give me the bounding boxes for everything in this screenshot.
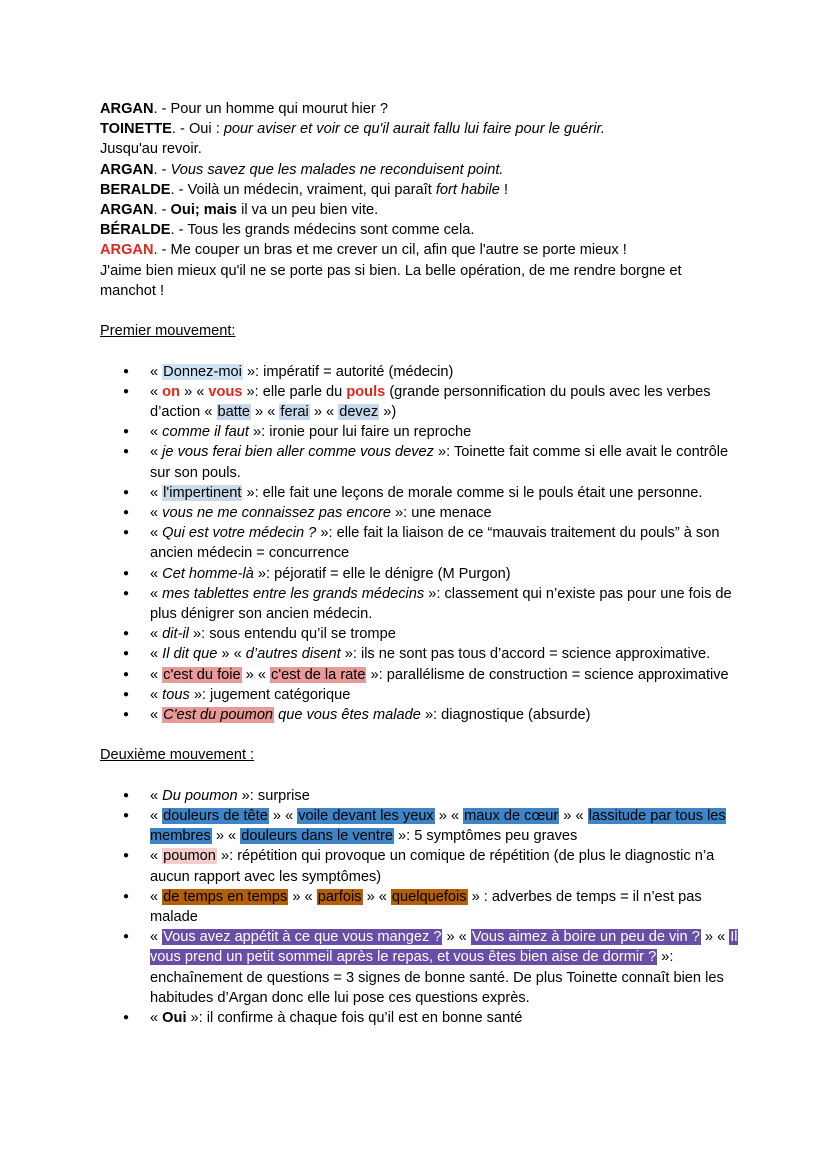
dialogue-line: ARGAN. - Vous savez que les malades ne reconduisent point. <box>100 161 504 178</box>
highlight: de temps en temps <box>163 888 288 905</box>
dialogue-line: BÉRALDE. - Tous les grands médecins sont comme cela. <box>100 222 475 239</box>
speaker-name: ARGAN <box>100 202 154 219</box>
highlight: douleurs dans le ventre <box>241 828 393 845</box>
list-item: ● « Qui est votre médecin ? »: elle fait la liaison de ce “mauvais traitement du pouls” à son ancien médecin = concurrence <box>100 523 740 563</box>
highlight: poumon <box>163 848 216 865</box>
speaker-name: TOINETTE <box>100 121 172 138</box>
dialogue-line: TOINETTE. - Oui : pour aviser et voir ce qu'il aurait fallu lui faire pour le guérir. <box>100 121 605 138</box>
highlight: devez <box>339 404 379 421</box>
spacer <box>100 301 740 321</box>
speaker-name: BERALDE <box>100 181 171 198</box>
highlight: douleurs de tête <box>163 808 268 825</box>
list-item: ● « on » « vous »: elle parle du pouls (grande personnification du pouls avec les verbes d’action « batte » « ferai » « devez ») <box>100 382 740 422</box>
spacer <box>100 766 740 786</box>
highlight: c'est du foie <box>163 666 241 683</box>
speaker-name: ARGAN <box>100 242 154 259</box>
dialogue-line: ARGAN. - Oui; mais il va un peu bien vite. <box>100 202 379 219</box>
section-title-premier-mouvement: Premier mouvement: <box>100 323 236 340</box>
highlight: ferai <box>280 404 309 421</box>
list-item: ● « Il dit que » « d’autres disent »: ils ne sont pas tous d’accord = science approximative. <box>100 644 740 664</box>
highlight: C'est du poumon <box>163 707 274 724</box>
spacer <box>100 725 740 745</box>
list-item: ● « de temps en temps » « parfois » « quelquefois » : adverbes de temps = il n’est pas malade <box>100 887 740 927</box>
bullet-list <box>100 362 740 726</box>
dialogue-line: ARGAN. - Me couper un bras et me crever un cil, afin que l'autre se porte mieux ! <box>100 242 627 259</box>
speaker-name: BÉRALDE <box>100 222 171 239</box>
highlight: maux de cœur <box>464 808 559 825</box>
list-item: ● « vous ne me connaissez pas encore »: une menace <box>100 503 740 523</box>
list-item: ● « comme il faut »: ironie pour lui faire un reproche <box>100 422 740 442</box>
list-item: ● « tous »: jugement catégorique <box>100 685 740 705</box>
highlight: lassitude par tous les membres <box>150 808 726 845</box>
document-body <box>100 99 740 1028</box>
highlight-red-text: pouls <box>346 383 386 400</box>
list-item: ● « C'est du poumon que vous êtes malade »: diagnostique (absurde) <box>100 705 740 725</box>
highlight: l'impertinent <box>163 484 242 501</box>
dialogue-line: ARGAN. - Pour un homme qui mourut hier ? <box>100 101 388 117</box>
spacer <box>100 341 740 361</box>
dialogue-line: J'aime bien mieux qu'il ne se porte pas si bien. La belle opération, de me rendre borgne et manchot ! <box>100 262 682 299</box>
dialogue-line: BERALDE. - Voilà un médecin, vraiment, qui paraît fort habile ! <box>100 181 509 198</box>
section-title-deuxieme-mouvement: Deuxième mouvement : <box>100 747 255 764</box>
list-item: ● « Vous avez appétit à ce que vous mangez ? » « Vous aimez à boire un peu de vin ? » « Il vous prend un petit sommeil après le repas, et vous êtes bien aise de dormir ? »: enchaînement de questions = 3 signes de bonne santé. De plus Toinette connaît bien les habitudes d’Argan donc elle lui pose ces questions exprès. <box>100 927 740 1008</box>
highlight: batte <box>217 404 250 421</box>
list-item: ● « Donnez-moi »: impératif = autorité (médecin) <box>100 362 740 382</box>
list-item: ● « l'impertinent »: elle fait une leçons de morale comme si le pouls était une personne. <box>100 483 740 503</box>
list-item: ● « dit-il »: sous entendu qu’il se trompe <box>100 624 740 644</box>
list-item: ● « mes tablettes entre les grands médecins »: classement qui n’existe pas pour une fois de plus dénigrer son ancien médecin. <box>100 584 740 624</box>
list-item: ● « poumon »: répétition qui provoque un comique de répétition (de plus le diagnostic n’a aucun rapport avec les symptômes) <box>100 846 740 886</box>
list-item: ● « je vous ferai bien aller comme vous devez »: Toinette fait comme si elle avait le contrôle sur son pouls. <box>100 442 740 482</box>
dialogue-excerpt <box>100 99 740 301</box>
dialogue-line: Jusqu'au revoir. <box>100 141 202 158</box>
list-item: ● « Oui »: il confirme à chaque fois qu’il est en bonne santé <box>100 1008 740 1028</box>
highlight-red-text: vous <box>208 383 243 400</box>
highlight-red-text: on <box>162 383 181 400</box>
highlight: c'est de la rate <box>271 666 366 683</box>
highlight: Il vous prend un petit sommeil après le repas, et vous êtes bien aise de dormir ? <box>150 929 738 966</box>
highlight: Vous aimez à boire un peu de vin ? <box>471 929 700 946</box>
highlight: parfois <box>317 888 362 905</box>
speaker-name: ARGAN <box>100 161 154 178</box>
list-item: ● « douleurs de tête » « voile devant les yeux » « maux de cœur » « lassitude par tous les membres » « douleurs dans le ventre »: 5 symptômes peu graves <box>100 806 740 846</box>
bullet-list <box>100 786 740 1028</box>
speaker-name: ARGAN <box>100 101 154 117</box>
list-item: ● « Cet homme-là »: péjoratif = elle le dénigre (M Purgon) <box>100 564 740 584</box>
highlight: Donnez-moi <box>163 363 242 380</box>
list-item: ● « c'est du foie » « c'est de la rate »: parallélisme de construction = science approximative <box>100 665 740 685</box>
list-item: ● « Du poumon »: surprise <box>100 786 740 806</box>
highlight: quelquefois <box>391 888 467 905</box>
highlight: Vous avez appétit à ce que vous mangez ? <box>163 929 442 946</box>
highlight: voile devant les yeux <box>298 808 434 825</box>
